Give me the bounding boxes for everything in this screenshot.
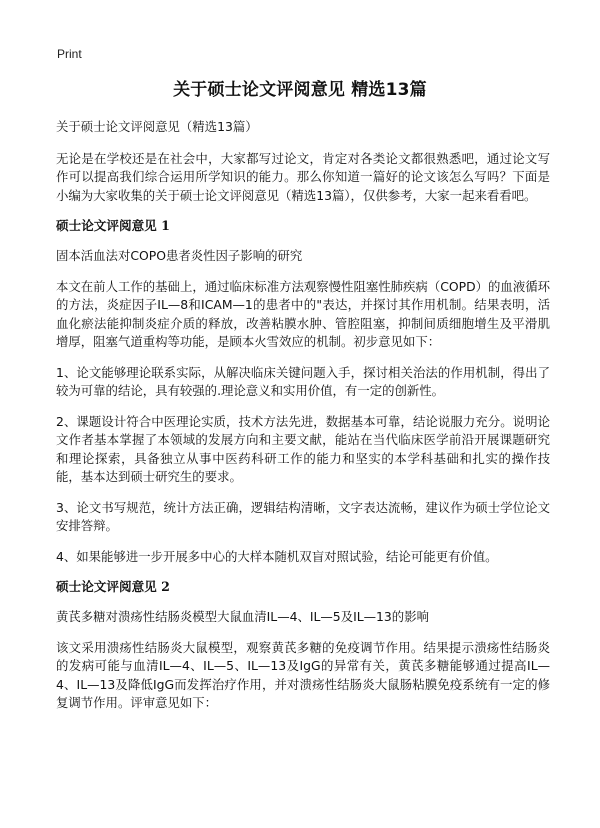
- section-paragraph: 2、课题设计符合中医理论实质，技术方法先进，数据基本可靠，结论说服力充分。说明论文作者基本掌握了本领域的发展方向和主要文献，能站在当代临床医学前沿开展课题研究和理论探索，具备独立从事中医药科研工作的能力和坚实的本学科基础和扎实的操作技能，基本达到硕士研究生的要求。: [56, 413, 550, 484]
- section-paragraph: 4、如果能够进一步开展多中心的大样本随机双盲对照试验，结论可能更有价值。: [56, 548, 498, 564]
- section-paragraph: 3、论文书写规范，统计方法正确，逻辑结构清晰，文字表达流畅，建议作为硕士学位论文安排答辩。: [56, 499, 550, 533]
- document-subtitle: 关于硕士论文评阅意见（精选13篇）: [56, 119, 258, 134]
- review-section-1: [56, 217, 550, 566]
- section-heading: 硕士论文评阅意见 1: [56, 218, 170, 233]
- document-body: [56, 118, 550, 725]
- section-paragraph: 本文在前人工作的基础上，通过临床标准方法观察慢性阻塞性肺疾病（COPD）的血液循环的方法，炎症因子IL—8和ICAM—1的患者中的"表达，并探讨其作用机制。结果表明，活血化瘀法能抑制炎症介质的释放，改善粘膜水肿、管腔阻塞，抑制间质细胞增生及平滑肌增厚，阻塞气道重构等功能，是顾本火雪效应的机制。初步意见如下：: [56, 278, 550, 349]
- print-link[interactable]: Print: [57, 47, 82, 61]
- section-heading: 硕士论文评阅意见 2: [56, 579, 170, 594]
- section-paragraph: 该文采用溃疡性结肠炎大鼠模型，观察黄芪多糖的免疫调节作用。结果提示溃疡性结肠炎的发病可能与血清IL—4、IL—5、IL—13及IgG的异常有关，黄芪多糖能够通过提高IL—4、IL—13及降低IgG而发挥治疗作用，并对溃疡性结肠炎大鼠肠粘膜免疫系统有一定的修复调节作用。评审意见如下：: [56, 639, 550, 710]
- page-title: 关于硕士论文评阅意见 精选13篇: [173, 80, 427, 100]
- section-topic: 黄芪多糖对溃疡性结肠炎模型大鼠血清IL—4、IL—5及IL—13的影响: [56, 609, 429, 624]
- section-topic: 固本活血法对COPO患者炎性因子影响的研究: [56, 248, 303, 263]
- intro-paragraph: 无论是在学校还是在社会中，大家都写过论文，肯定对各类论文都很熟悉吧，通过论文写作可以提高我们综合运用所学知识的能力。那么你知道一篇好的论文该怎么写吗？下面是小编为大家收集的关于硕士论文评阅意见（精选13篇），仅供参考，大家一起来看看吧。: [56, 150, 550, 203]
- section-paragraph: 1、论文能够理论联系实际，从解决临床关键问题入手，探讨相关治法的作用机制，得出了较为可靠的结论，具有较强的.理论意义和实用价值，有一定的创新性。: [56, 364, 550, 398]
- review-section-2: [56, 578, 550, 713]
